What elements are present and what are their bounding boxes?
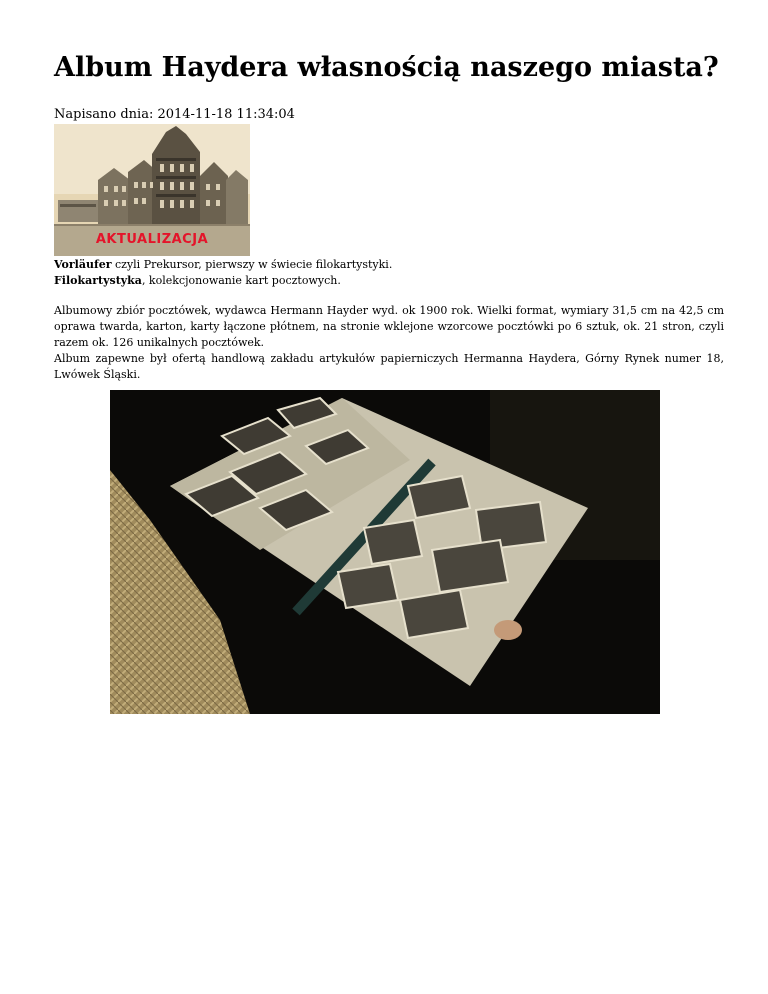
article-body: [54, 303, 724, 383]
update-badge: AKTUALIZACJA: [95, 232, 209, 247]
intro-line-filokartystyka: [54, 273, 724, 289]
album-photo: [110, 390, 660, 714]
term-vorlaufer: Vorläufer: [54, 258, 112, 271]
term-filokartystyka-definition: , kolekcjonowanie kart pocztowych.: [141, 274, 341, 287]
term-vorlaufer-definition: czyli Prekursor, pierwszy w świecie filokartystyki.: [111, 258, 393, 271]
body-paragraph-album-origin: Album zapewne był ofertą handlową zakładu artykułów papierniczych Hermanna Haydera, Górny Rynek numer 18, Lwówek Śląski.: [54, 352, 724, 381]
intro-line-vorlaufer: [54, 257, 724, 273]
article-title: Album Haydera własnością naszego miasta?: [54, 52, 719, 83]
thumbnail-image: [54, 124, 250, 256]
term-filokartystyka: Filokartystyka: [54, 274, 142, 287]
body-paragraph-album-description: Albumowy zbiór pocztówek, wydawca Hermann Hayder wyd. ok 1900 rok. Wielki format, wymiary 31,5 cm na 42,5 cm oprawa twarda, karton, karty łączone płótnem, na stronie wklejone wzorcowe pocztówki po 6 sztuk, ok. 21 stron, czyli razem ok. 126 unikalnych pocztówek.: [54, 304, 724, 349]
album-photo-illustration: [110, 390, 660, 714]
publish-date: Napisano dnia: 2014-11-18 11:34:04: [54, 107, 295, 122]
